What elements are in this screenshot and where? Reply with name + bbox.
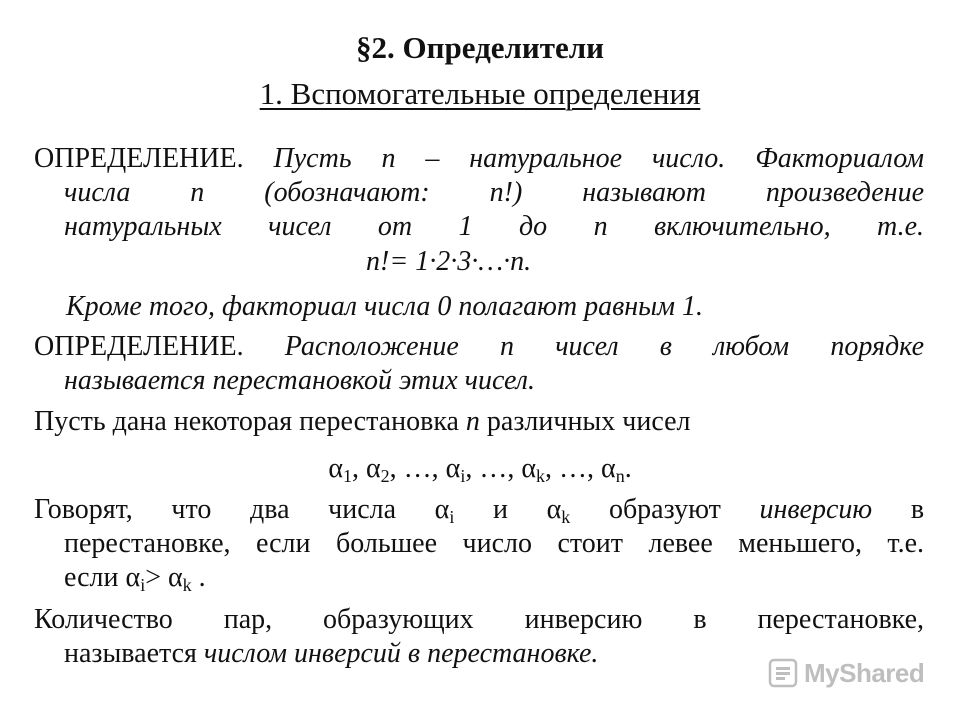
inv-line2: перестановке, если большее число стоит левее меньшего, т.е. xyxy=(64,528,924,559)
inv-line1-a: Говорят, что два числа xyxy=(34,494,397,525)
inv-line1 xyxy=(34,493,924,527)
definition-factorial xyxy=(34,142,924,176)
watermark xyxy=(768,656,928,690)
inv-alpha-k-sym: α xyxy=(546,494,562,525)
inv-line3-end: . xyxy=(191,562,206,593)
page-subtitle xyxy=(0,76,960,112)
def1-line3: натуральных чисел от 1 до n включительно, т.е. xyxy=(64,211,924,242)
count-body xyxy=(64,637,598,671)
inv-line3-a: если xyxy=(64,562,119,593)
seq-sep-2: , …, xyxy=(389,453,446,484)
seq-sub-2: 2 xyxy=(380,466,390,486)
def2-line2: называется перестановкой этих чисел. xyxy=(64,365,535,396)
title-text: §2. Определители xyxy=(356,30,604,65)
inv-and: и xyxy=(493,494,508,525)
count-line1: Количество пар, образующих инверсию в перестановке, xyxy=(34,604,924,635)
seq-alpha-1: α xyxy=(328,453,343,484)
def2-line1 xyxy=(34,330,924,364)
def1-body xyxy=(64,176,924,244)
myshared-logo-icon xyxy=(768,658,798,688)
inv-alpha-k xyxy=(547,494,571,525)
count-line2-a: называется xyxy=(64,638,197,669)
def2-line1-text: Расположение n чисел в любом порядке xyxy=(284,331,924,362)
count-line2-b: числом инверсий в перестановке. xyxy=(203,638,599,669)
inv-alpha-i-sub: i xyxy=(449,507,455,527)
inv-cmp-alpha-k: α xyxy=(168,562,183,593)
def1-formula xyxy=(366,245,531,279)
perm-intro-n: n xyxy=(465,406,480,437)
inversion-definition xyxy=(34,493,924,527)
perm-intro-b: различных чисел xyxy=(486,406,691,437)
def1-line1 xyxy=(34,142,924,176)
seq-end: . xyxy=(624,453,632,484)
inv-line3 xyxy=(64,561,924,595)
page-title xyxy=(0,30,960,66)
inv-line1-c: в xyxy=(910,494,925,525)
count-line2 xyxy=(64,637,598,671)
note-text: Кроме того, факториал числа 0 полагают равным 1. xyxy=(66,291,703,322)
permutation-sequence xyxy=(0,452,960,486)
subtitle-text: 1. Вспомогательные определения xyxy=(259,76,701,111)
permutation-intro xyxy=(34,405,690,439)
def2-body xyxy=(64,364,535,398)
inv-line1-b: образуют xyxy=(608,494,721,525)
seq-alpha-2: α xyxy=(365,453,381,484)
factorial-formula: n!= 1·2·3·…·n. xyxy=(366,246,532,277)
inv-cmp-gt: > xyxy=(145,562,161,593)
factorial-zero-note xyxy=(66,290,703,324)
seq-alpha-k: α xyxy=(521,453,537,484)
inv-cmp-alpha-i: α xyxy=(125,562,141,593)
inv-alpha-k-sub: k xyxy=(561,507,571,527)
seq-sub-1: 1 xyxy=(342,466,352,486)
seq-sub-n: n xyxy=(615,466,625,486)
def1-line1-text: Пусть n – натуральное число. Факториалом xyxy=(273,143,925,174)
watermark-text: MyShared xyxy=(804,657,925,688)
inv-alpha-i xyxy=(435,494,455,525)
inversion-body xyxy=(64,527,924,595)
def1-label: ОПРЕДЕЛЕНИЕ. xyxy=(34,143,244,174)
seq-sub-i: i xyxy=(460,466,466,486)
inv-cmp-sub-i: i xyxy=(140,575,146,595)
perm-intro-a: Пусть дана некоторая перестановка xyxy=(34,406,459,437)
seq-sep-1: , xyxy=(351,453,366,484)
seq-sep-4: , …, xyxy=(545,453,602,484)
inv-term: инверсию xyxy=(759,494,873,525)
def1-line2: числа n (обозначают: n!) называют произведение xyxy=(64,177,924,208)
seq-sub-k: k xyxy=(536,466,546,486)
inversion-count xyxy=(34,603,924,637)
seq-alpha-i: α xyxy=(445,453,461,484)
definition-permutation xyxy=(34,330,924,364)
seq-sep-3: , …, xyxy=(465,453,522,484)
def2-label: ОПРЕДЕЛЕНИЕ. xyxy=(34,331,244,362)
seq-alpha-n: α xyxy=(601,453,616,484)
inv-cmp-sub-k: k xyxy=(182,575,192,595)
inv-alpha-i-sym: α xyxy=(434,494,450,525)
